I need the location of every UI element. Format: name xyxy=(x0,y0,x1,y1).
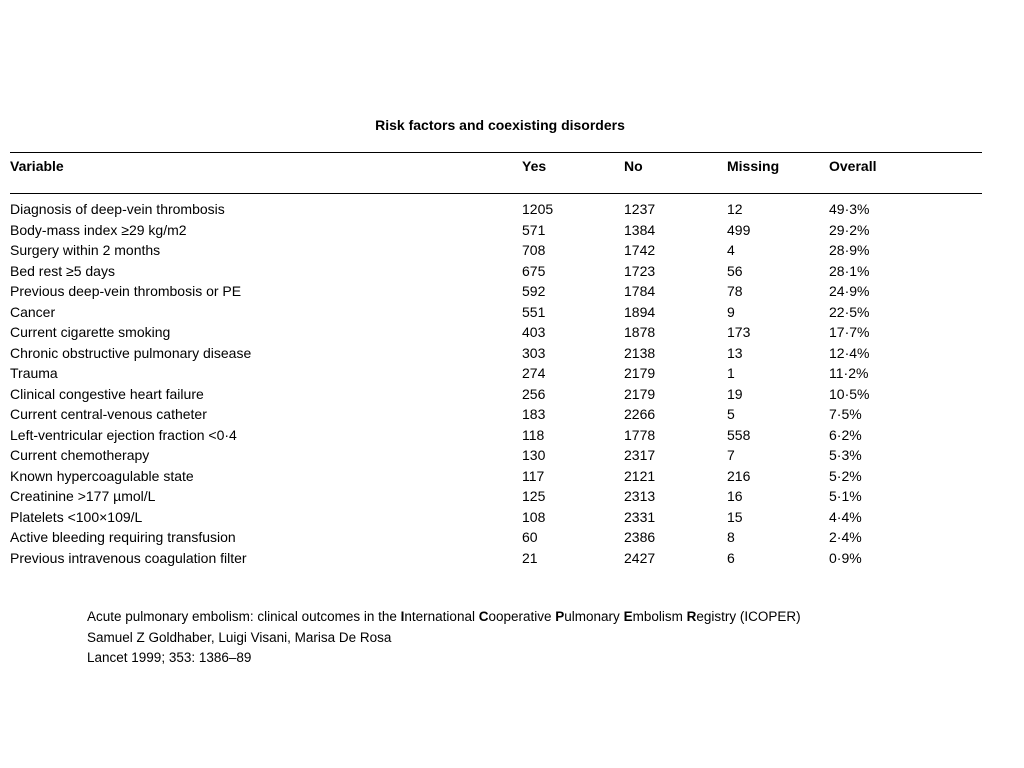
cell-missing: 19 xyxy=(727,385,743,402)
cell-overall: 2·4% xyxy=(829,529,862,545)
cell-no: 2121 xyxy=(624,467,656,484)
table-title: Risk factors and coexisting disorders xyxy=(375,117,625,133)
cell-overall: 24·9% xyxy=(829,283,870,299)
header-variable: Variable xyxy=(10,158,64,174)
cell-missing: 6 xyxy=(727,549,735,566)
cell-no: 2331 xyxy=(624,508,656,525)
cell-missing: 4 xyxy=(727,242,735,258)
header-missing: Missing xyxy=(727,158,780,174)
table-row xyxy=(0,281,1000,302)
table-row xyxy=(0,466,1000,487)
cell-overall: 17·7% xyxy=(829,324,870,340)
citation-title-part: P xyxy=(555,609,565,624)
cell-overall: 4·4% xyxy=(829,508,862,525)
cell-missing: 56 xyxy=(727,262,743,279)
cell-yes: 130 xyxy=(522,447,546,463)
table-row xyxy=(0,240,1000,261)
cell-overall: 5·2% xyxy=(829,467,862,484)
cell-missing: 16 xyxy=(727,488,743,504)
table-row xyxy=(0,199,1000,220)
cell-overall: 29·2% xyxy=(829,221,870,238)
cell-variable: Active bleeding requiring transfusion xyxy=(10,529,236,545)
cell-no: 1723 xyxy=(624,262,656,279)
cell-variable: Current central-venous catheter xyxy=(10,406,207,422)
cell-yes: 117 xyxy=(522,467,545,484)
table-row xyxy=(0,548,1000,569)
cell-variable: Current cigarette smoking xyxy=(10,324,171,340)
cell-no: 2386 xyxy=(624,529,656,545)
cell-overall: 6·2% xyxy=(829,426,862,443)
cell-overall: 5·1% xyxy=(829,488,862,504)
cell-no: 2138 xyxy=(624,344,656,361)
citation-title-part: I xyxy=(400,609,405,624)
cell-missing: 12 xyxy=(727,201,743,217)
cell-variable: Cancer xyxy=(10,303,56,320)
citation-title-part: C xyxy=(478,609,489,624)
cell-variable: Previous deep-vein thrombosis or PE xyxy=(10,283,242,299)
cell-missing: 558 xyxy=(727,426,751,443)
citation-title-part: egistry (ICOPER) xyxy=(696,609,801,624)
cell-yes: 571 xyxy=(522,221,546,238)
cell-missing: 9 xyxy=(727,303,735,320)
cell-variable: Trauma xyxy=(10,365,58,381)
cell-overall: 28·9% xyxy=(829,242,870,258)
cell-variable: Bed rest ≥5 days xyxy=(10,262,115,279)
cell-no: 1784 xyxy=(624,283,656,299)
header-yes: Yes xyxy=(522,158,547,174)
cell-no: 2266 xyxy=(624,406,656,422)
cell-no: 2313 xyxy=(624,488,656,504)
table-row xyxy=(0,425,1000,446)
table-row xyxy=(0,322,1000,343)
cell-yes: 256 xyxy=(522,385,546,402)
cell-yes: 60 xyxy=(522,529,538,545)
cell-overall: 28·1% xyxy=(829,262,870,279)
cell-no: 1878 xyxy=(624,324,656,340)
cell-missing: 7 xyxy=(727,447,735,463)
cell-missing: 1 xyxy=(727,365,735,381)
cell-variable: Current chemotherapy xyxy=(10,447,150,463)
table-row xyxy=(0,343,1000,364)
cell-overall: 0·9% xyxy=(829,549,862,566)
cell-yes: 274 xyxy=(522,365,546,381)
citation-title-part: nternational xyxy=(404,609,479,624)
table-row xyxy=(0,527,1000,548)
citation xyxy=(87,607,801,669)
cell-yes: 21 xyxy=(522,549,538,566)
cell-overall: 10·5% xyxy=(829,385,870,402)
cell-missing: 499 xyxy=(727,221,751,238)
citation-title-part: R xyxy=(686,609,697,624)
cell-yes: 303 xyxy=(522,344,546,361)
top-rule xyxy=(10,152,982,153)
cell-overall: 7·5% xyxy=(829,406,862,422)
citation-title-part: E xyxy=(623,609,633,624)
cell-missing: 13 xyxy=(727,344,743,361)
table-row xyxy=(0,220,1000,241)
cell-yes: 592 xyxy=(522,283,546,299)
cell-yes: 125 xyxy=(522,488,546,504)
cell-variable: Diagnosis of deep-vein thrombosis xyxy=(10,201,225,217)
cell-variable: Creatinine >177 µmol/L xyxy=(10,488,156,504)
table-body xyxy=(0,199,1000,568)
cell-overall: 12·4% xyxy=(829,344,870,361)
cell-variable: Previous intravenous coagulation filter xyxy=(10,549,247,566)
cell-missing: 216 xyxy=(727,467,751,484)
cell-variable: Body-mass index ≥29 kg/m2 xyxy=(10,221,187,238)
cell-no: 1894 xyxy=(624,303,656,320)
cell-yes: 403 xyxy=(522,324,546,340)
cell-missing: 5 xyxy=(727,406,735,422)
cell-yes: 551 xyxy=(522,303,546,320)
cell-missing: 8 xyxy=(727,529,735,545)
cell-yes: 118 xyxy=(522,426,545,443)
header-overall: Overall xyxy=(829,158,877,174)
cell-missing: 173 xyxy=(727,324,751,340)
cell-variable: Known hypercoagulable state xyxy=(10,467,194,484)
table-row xyxy=(0,404,1000,425)
cell-variable: Left-ventricular ejection fraction <0·4 xyxy=(10,426,237,443)
cell-no: 1237 xyxy=(624,201,656,217)
cell-no: 2427 xyxy=(624,549,656,566)
cell-no: 2179 xyxy=(624,385,656,402)
cell-variable: Clinical congestive heart failure xyxy=(10,385,204,402)
cell-no: 2179 xyxy=(624,365,656,381)
table-row xyxy=(0,445,1000,466)
table-row xyxy=(0,363,1000,384)
citation-title-part: mbolism xyxy=(632,609,687,624)
cell-missing: 78 xyxy=(727,283,743,299)
cell-no: 2317 xyxy=(624,447,656,463)
cell-yes: 1205 xyxy=(522,201,554,217)
cell-variable: Chronic obstructive pulmonary disease xyxy=(10,344,252,361)
citation-authors: Samuel Z Goldhaber, Luigi Visani, Marisa De Rosa xyxy=(87,629,392,645)
table-row xyxy=(0,261,1000,282)
cell-overall: 22·5% xyxy=(829,303,870,320)
cell-yes: 675 xyxy=(522,262,546,279)
cell-no: 1384 xyxy=(624,221,656,238)
citation-title-part: ooperative xyxy=(488,609,556,624)
cell-yes: 183 xyxy=(522,406,546,422)
cell-overall: 49·3% xyxy=(829,201,870,217)
header-rule xyxy=(10,193,982,194)
table-row xyxy=(0,384,1000,405)
table-row xyxy=(0,507,1000,528)
cell-missing: 15 xyxy=(727,508,743,525)
cell-overall: 5·3% xyxy=(829,447,862,463)
citation-title-part: Acute pulmonary embolism: clinical outcomes in the xyxy=(87,609,401,624)
table-row xyxy=(0,486,1000,507)
citation-title-part: ulmonary xyxy=(564,609,624,624)
table-header xyxy=(0,158,1000,178)
cell-variable: Platelets <100×109/L xyxy=(10,508,143,525)
cell-overall: 11·2% xyxy=(829,365,869,381)
cell-yes: 108 xyxy=(522,508,546,525)
header-no: No xyxy=(624,158,643,174)
cell-variable: Surgery within 2 months xyxy=(10,242,161,258)
citation-journal: Lancet 1999; 353: 1386–89 xyxy=(87,650,252,665)
table-row xyxy=(0,302,1000,323)
cell-no: 1742 xyxy=(624,242,656,258)
cell-yes: 708 xyxy=(522,242,546,258)
cell-no: 1778 xyxy=(624,426,656,443)
citation-title xyxy=(87,607,801,628)
